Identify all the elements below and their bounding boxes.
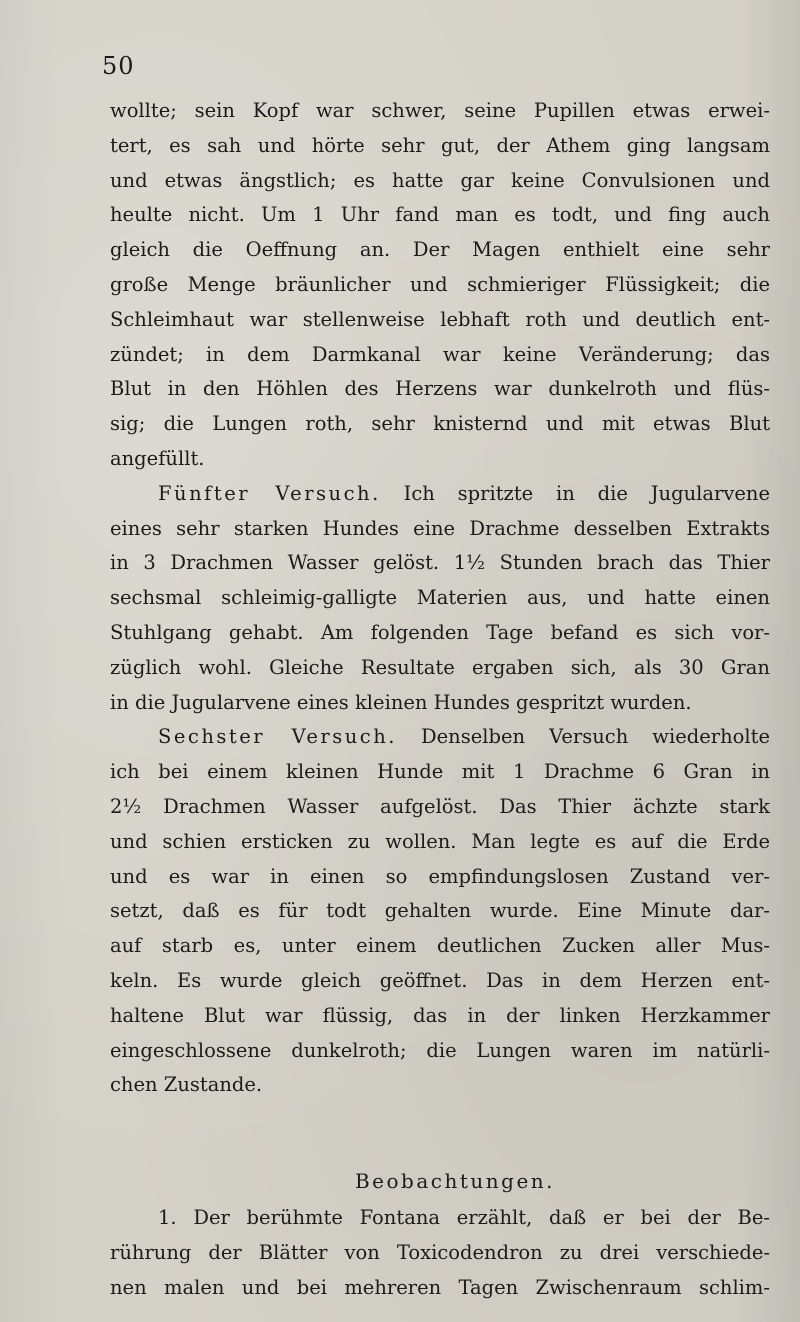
experiment-heading: Fünfter Versuch. [158,481,381,505]
text-line: eingeschlossene dunkelroth; die Lungen waren im natürli- [110,1038,770,1062]
text-line: 2½ Drachmen Wasser aufgelöst. Das Thier ächzte stark [110,794,770,818]
section-spacer [110,1103,770,1161]
text-line: sig; die Lungen roth, sehr knisternd und mit etwas Blut [110,412,770,436]
text-line: sechsmal schleimig-galligte Materien aus, und hatte einen [110,586,770,610]
text-line: heulte nicht. Um 1 Uhr fand man es todt, und fing auch [110,203,770,227]
text-line [110,477,770,512]
text-line: keln. Es wurde gleich geöffnet. Das in dem Herzen ent- [110,968,770,992]
text-line: und schien ersticken zu wollen. Man legte es auf die Erde [110,829,770,853]
text-line: wollte; sein Kopf war schwer, seine Pupillen etwas erwei- [110,99,770,122]
text-line: ich bei einem kleinen Hunde mit 1 Drachme 6 Gran in [110,760,770,784]
text-line: zündet; in dem Darmkanal war keine Veränderung; das [110,342,770,366]
text-line: Stuhlgang gehabt. Am folgenden Tage befand es sich vor- [110,620,770,644]
text-line: setzt, daß es für todt gehalten wurde. Eine Minute dar- [110,899,770,923]
text-line: in die Jugularvene eines kleinen Hundes gespritzt wurden. [110,690,692,714]
text-line: gleich die Oeffnung an. Der Magen enthielt eine sehr [110,238,770,262]
section-heading: Beobachtungen. [354,1169,556,1194]
text-line: eines sehr starken Hundes eine Drachme desselben Extrakts [110,516,770,540]
text-line: Schleimhaut war stellenweise lebhaft roth und deutlich ent- [110,307,770,331]
text-line: rührung der Blätter von Toxicodendron zu drei verschiede- [110,1240,770,1264]
text-line: züglich wohl. Gleiche Resultate ergaben sich, als 30 Gran [110,655,770,679]
paragraph-continuation [110,94,770,477]
text-line: und es war in einen so empfindungslosen Zustand ver- [110,864,770,888]
text-line: Blut in den Höhlen des Herzens war dunkelroth und flüs- [110,377,770,401]
text-line: angefüllt. [110,446,205,470]
text-line [110,720,770,755]
experiment-heading: Sechster Versuch. [158,725,397,749]
text-fragment: Ich spritzte in die Jugularvene [403,481,770,505]
text-line: und etwas ängstlich; es hatte gar keine Convulsionen und [110,168,770,192]
text-line: in 3 Drachmen Wasser gelöst. 1½ Stunden brach das Thier [110,551,770,575]
text-line: chen Zustande. [110,1073,263,1097]
paragraph-beobachtungen [110,1201,770,1305]
page-number: 50 [102,52,135,80]
text-line: nen malen und bei mehreren Tagen Zwischenraum schlim- [110,1275,770,1299]
text-fragment: Denselben Versuch wiederholte [420,725,770,749]
text-line: 1. Der berühmte Fontana erzählt, daß er bei der Be- [158,1206,770,1230]
paragraph-fuenfter-versuch [110,477,770,721]
text-block [110,94,770,1306]
text-line: haltene Blut war flüssig, das in der linken Herzkammer [110,1003,770,1027]
paragraph-sechster-versuch [110,720,770,1103]
text-line: große Menge bräunlicher und schmieriger Flüssigkeit; die [110,272,770,296]
text-line: tert, es sah und hörte sehr gut, der Athem ging langsam [110,133,770,157]
text-line: auf starb es, unter einem deutlichen Zucken aller Mus- [110,934,770,958]
